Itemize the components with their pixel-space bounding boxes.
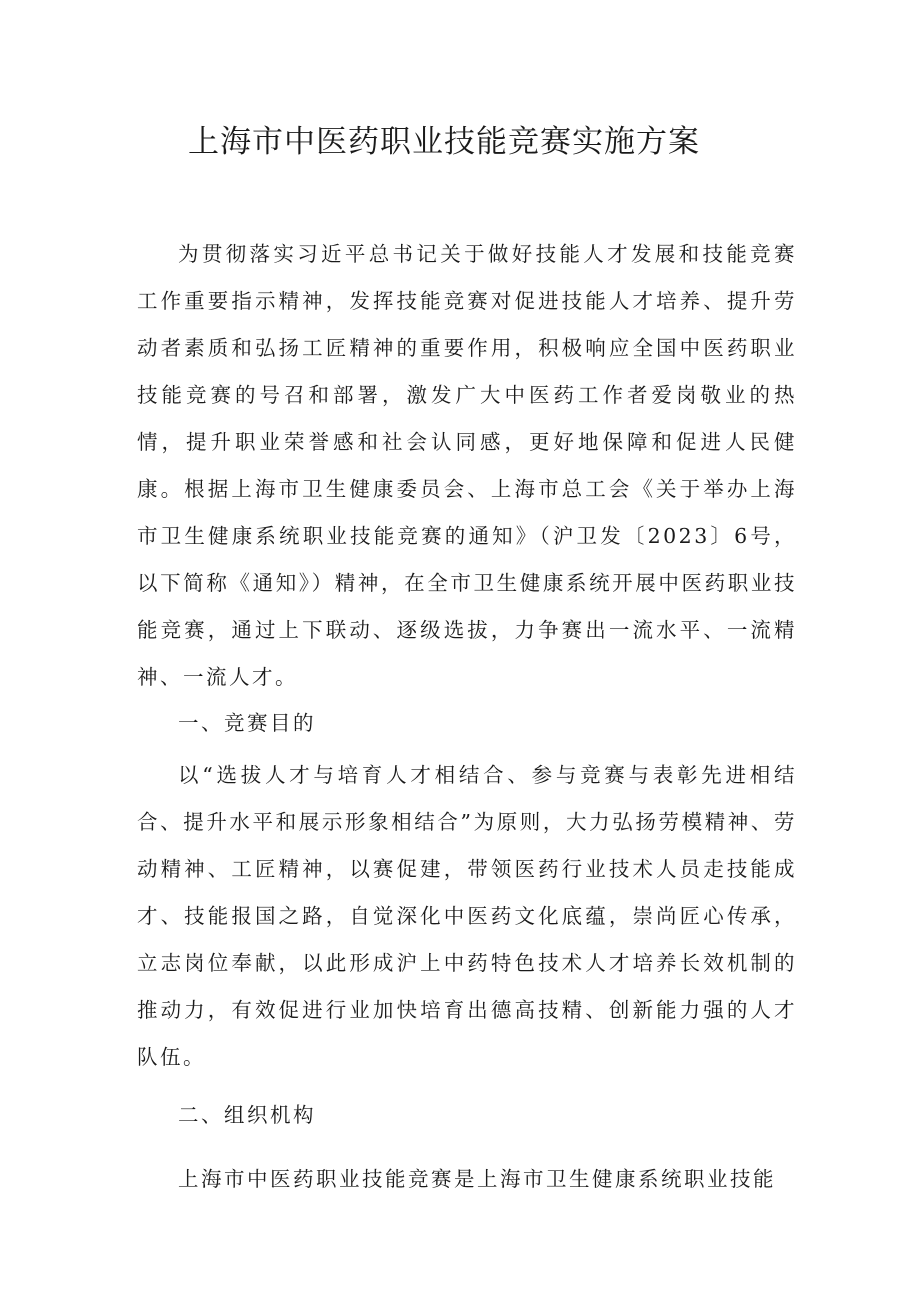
section-organization-paragraph: 上海市中医药职业技能竞赛是上海市卫生健康系统职业技能 (178, 1167, 776, 1191)
intro-paragraph: 为贯彻落实习近平总书记关于做好技能人才发展和技能竞赛工作重要指示精神，发挥技能竞赛对促进技能人才培养、提升劳动者素质和弘扬工匠精神的重要作用，积极响应全国中医药职业技能竞赛的号召和部署，激发广大中医药工作者爱岗敬业的热情，提升职业荣誉感和社会认同感，更好地保障和促进人民健康。根据上海市卫生健康委员会、上海市总工会《关于举办上海市卫生健康系统职业技能竞赛的通知》（沪卫发〔2023〕6号，以下简称《通知》）精神，在全市卫生健康系统开展中医药职业技能竞赛，通过上下联动、逐级选拔，力争赛出一流水平、一流精神、一流人才。 (137, 242, 797, 689)
section-purpose-paragraph: 以“选拔人才与培育人才相结合、参与竞赛与表彰先进相结合、提升水平和展示形象相结合”为原则，大力弘扬劳模精神、劳动精神、工匠精神，以赛促建，带领医药行业技术人员走技能成才、技能报国之路，自觉深化中医药文化底蕴，崇尚匠心传承，立志岗位奉献，以此形成沪上中药特色技术人才培养长效机制的推动力，有效促进行业加快培育出德高技精、创新能力强的人才队伍。 (137, 763, 797, 1069)
section-heading-purpose: 一、竞赛目的 (178, 711, 316, 735)
document-title: 上海市中医药职业技能竞赛实施方案 (188, 124, 700, 160)
section-heading-organization: 二、组织机构 (178, 1103, 316, 1127)
